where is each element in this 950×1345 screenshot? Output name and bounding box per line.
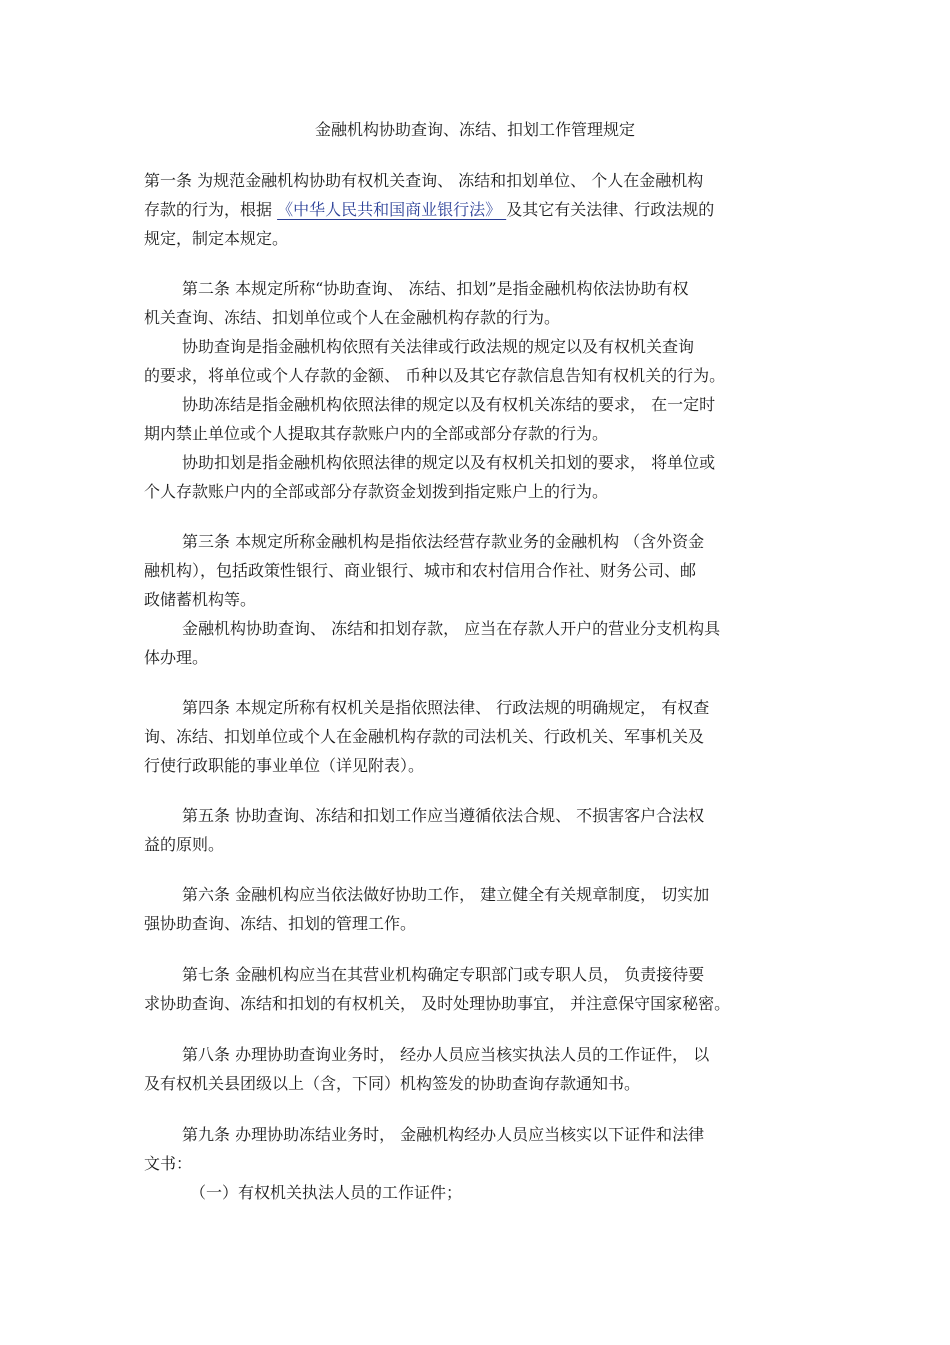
article-4-line-3: 行使行政职能的事业单位（详见附表）。 bbox=[144, 756, 425, 775]
article-8-line-1: 第八条 办理协助查询业务时， 经办人员应当核实执法人员的工作证件， 以 bbox=[182, 1045, 710, 1064]
article-9-item-1: （一）有权机关执法人员的工作证件； bbox=[190, 1183, 463, 1202]
article-3-line-3: 政储蓄机构等。 bbox=[144, 590, 257, 609]
article-4-line-2: 询、冻结、扣划单位或个人在金融机构存款的司法机关、行政机关、军事机关及 bbox=[144, 727, 705, 746]
article-2-line-1: 第二条 本规定所称“协助查询、 冻结、扣划”是指金融机构依法协助有权 bbox=[182, 279, 689, 298]
article-4-line-1: 第四条 本规定所称有权机关是指依照法律、 行政法规的明确规定， 有权查 bbox=[182, 698, 710, 717]
article-2-para-3-line-2: 期内禁止单位或个人提取其存款账户内的全部或部分存款的行为。 bbox=[144, 424, 609, 443]
article-9-line-2: 文书： bbox=[144, 1154, 193, 1173]
article-7-line-2: 求协助查询、冻结和扣划的有权机关， 及时处理协助事宜， 并注意保守国家秘密。 bbox=[144, 994, 731, 1013]
article-8-line-2: 及有权机关县团级以上（含，下同）机构签发的协助查询存款通知书。 bbox=[144, 1074, 641, 1093]
article-7-line-1: 第七条 金融机构应当在其营业机构确定专职部门或专职人员， 负责接待要 bbox=[182, 965, 705, 984]
article-3-line-1: 第三条 本规定所称金融机构是指依法经营存款业务的金融机构 （含外资金 bbox=[182, 532, 705, 551]
text-segment: 及其它有关法律、行政法规的 bbox=[506, 200, 715, 219]
article-3-line-2: 融机构），包括政策性银行、商业银行、城市和农村信用合作社、财务公司、邮 bbox=[144, 561, 697, 580]
article-2-line-2: 机关查询、冻结、扣划单位或个人在金融机构存款的行为。 bbox=[144, 308, 561, 327]
article-3-para-2-line-2: 体办理。 bbox=[144, 648, 209, 667]
article-6-line-1: 第六条 金融机构应当依法做好协助工作， 建立健全有关规章制度， 切实加 bbox=[182, 885, 710, 904]
commercial-bank-law-link[interactable]: 《中华人民共和国商业银行法》 bbox=[277, 200, 507, 219]
article-2-para-3-line-1: 协助冻结是指金融机构依照法律的规定以及有权机关冻结的要求， 在一定时 bbox=[182, 395, 716, 414]
article-1-line-1: 第一条 为规范金融机构协助有权机关查询、 冻结和扣划单位、 个人在金融机构 bbox=[144, 171, 704, 190]
article-1-line-3: 规定，制定本规定。 bbox=[144, 229, 289, 248]
article-2-para-4-line-2: 个人存款账户内的全部或部分存款资金划拨到指定账户上的行为。 bbox=[144, 482, 609, 501]
article-2-para-4-line-1: 协助扣划是指金融机构依照法律的规定以及有权机关扣划的要求， 将单位或 bbox=[182, 453, 716, 472]
article-9-line-1: 第九条 办理协助冻结业务时， 金融机构经办人员应当核实以下证件和法律 bbox=[182, 1125, 705, 1144]
article-2-para-2-line-2: 的要求，将单位或个人存款的金额、 币种以及其它存款信息告知有权机关的行为。 bbox=[144, 366, 726, 385]
document-title: 金融机构协助查询、冻结、扣划工作管理规定 bbox=[314, 120, 635, 139]
article-6-line-2: 强协助查询、冻结、扣划的管理工作。 bbox=[144, 914, 417, 933]
article-2-para-2-line-1: 协助查询是指金融机构依照有关法律或行政法规的规定以及有权机关查询 bbox=[182, 337, 695, 356]
article-5-line-2: 益的原则。 bbox=[144, 835, 225, 854]
text-segment: 存款的行为，根据 bbox=[144, 200, 278, 219]
article-3-para-2-line-1: 金融机构协助查询、 冻结和扣划存款， 应当在存款人开户的营业分支机构具 bbox=[182, 619, 721, 638]
article-5-line-1: 第五条 协助查询、冻结和扣划工作应当遵循依法合规、 不损害客户合法权 bbox=[182, 806, 705, 825]
article-1-line-2 bbox=[144, 199, 714, 221]
